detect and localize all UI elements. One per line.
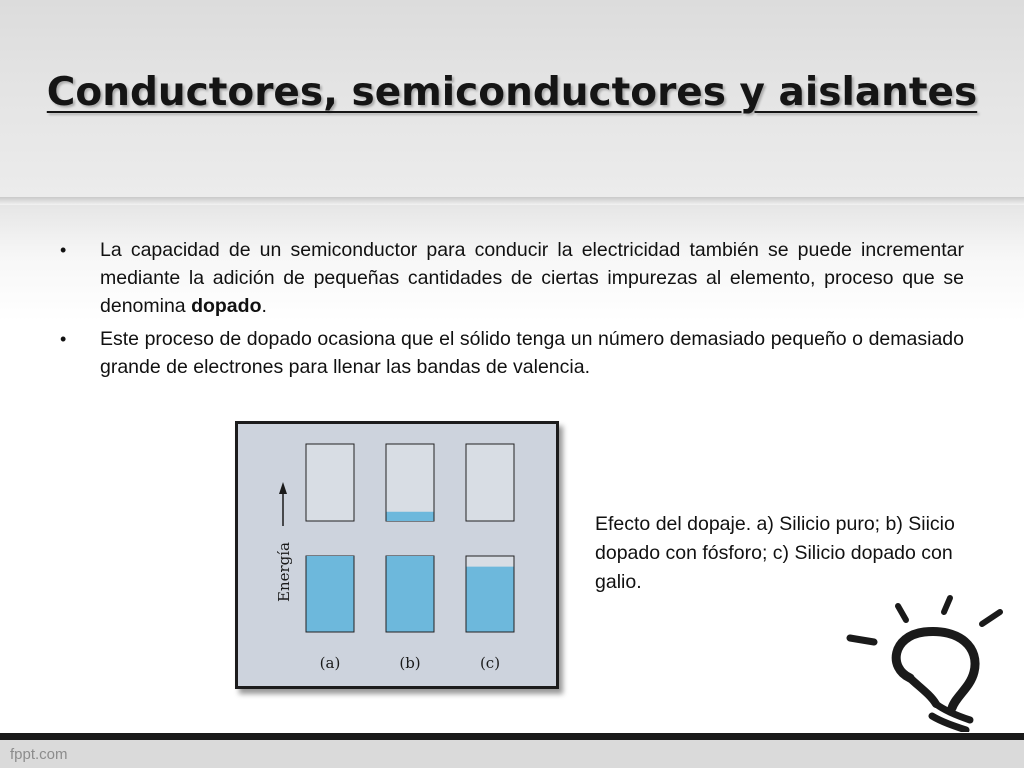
bullet-list [60, 236, 964, 386]
panel-label: (b) [399, 654, 421, 672]
figure-caption: Efecto del dopaje. a) Silicio puro; b) Siicio dopado con fósforo; c) Silicio dopado con galio. [595, 513, 955, 593]
band-diagram-canvas [238, 424, 556, 686]
band-diagram [235, 421, 559, 689]
lower-band-fill [467, 567, 514, 632]
panel-label: (c) [479, 654, 501, 672]
energy-axis-arrowhead [279, 482, 287, 494]
footer-logo: fppt.com [10, 746, 68, 763]
upper-band-fill [387, 512, 434, 521]
slide-title: Conductores, semiconductores y aislantes [46, 70, 978, 115]
bullet-text-end: . [261, 295, 267, 317]
lightbulb-icon [840, 592, 1015, 732]
bullet-text: Este proceso de dopado ocasiona que el sólido tenga un número demasiado pequeño o demasiado grande de electrones para llenar las bandas de valencia. [100, 328, 964, 378]
bullet-item [60, 236, 964, 320]
energy-axis-label: Energía [275, 542, 293, 602]
lower-band-fill [387, 556, 434, 632]
title-divider [0, 197, 1024, 205]
band-panels [306, 444, 514, 672]
bullet-text: La capacidad de un semiconductor para conducir la electricidad también se puede incrementar mediante la adición de pequeñas cantidades de ciertas impurezas al elemento, proceso que se denomina [100, 239, 964, 317]
upper-band-box [306, 444, 354, 521]
footer-bar [0, 733, 1024, 768]
bullet-bold-term: dopado [191, 295, 262, 317]
bullet-item [60, 325, 964, 381]
panel-label: (a) [319, 654, 341, 672]
bullet-marker: • [60, 240, 67, 260]
energy-axis [275, 482, 293, 602]
upper-band-box [386, 444, 434, 521]
upper-band-box [466, 444, 514, 521]
bullet-marker: • [60, 329, 67, 349]
lower-band-fill [307, 556, 354, 632]
